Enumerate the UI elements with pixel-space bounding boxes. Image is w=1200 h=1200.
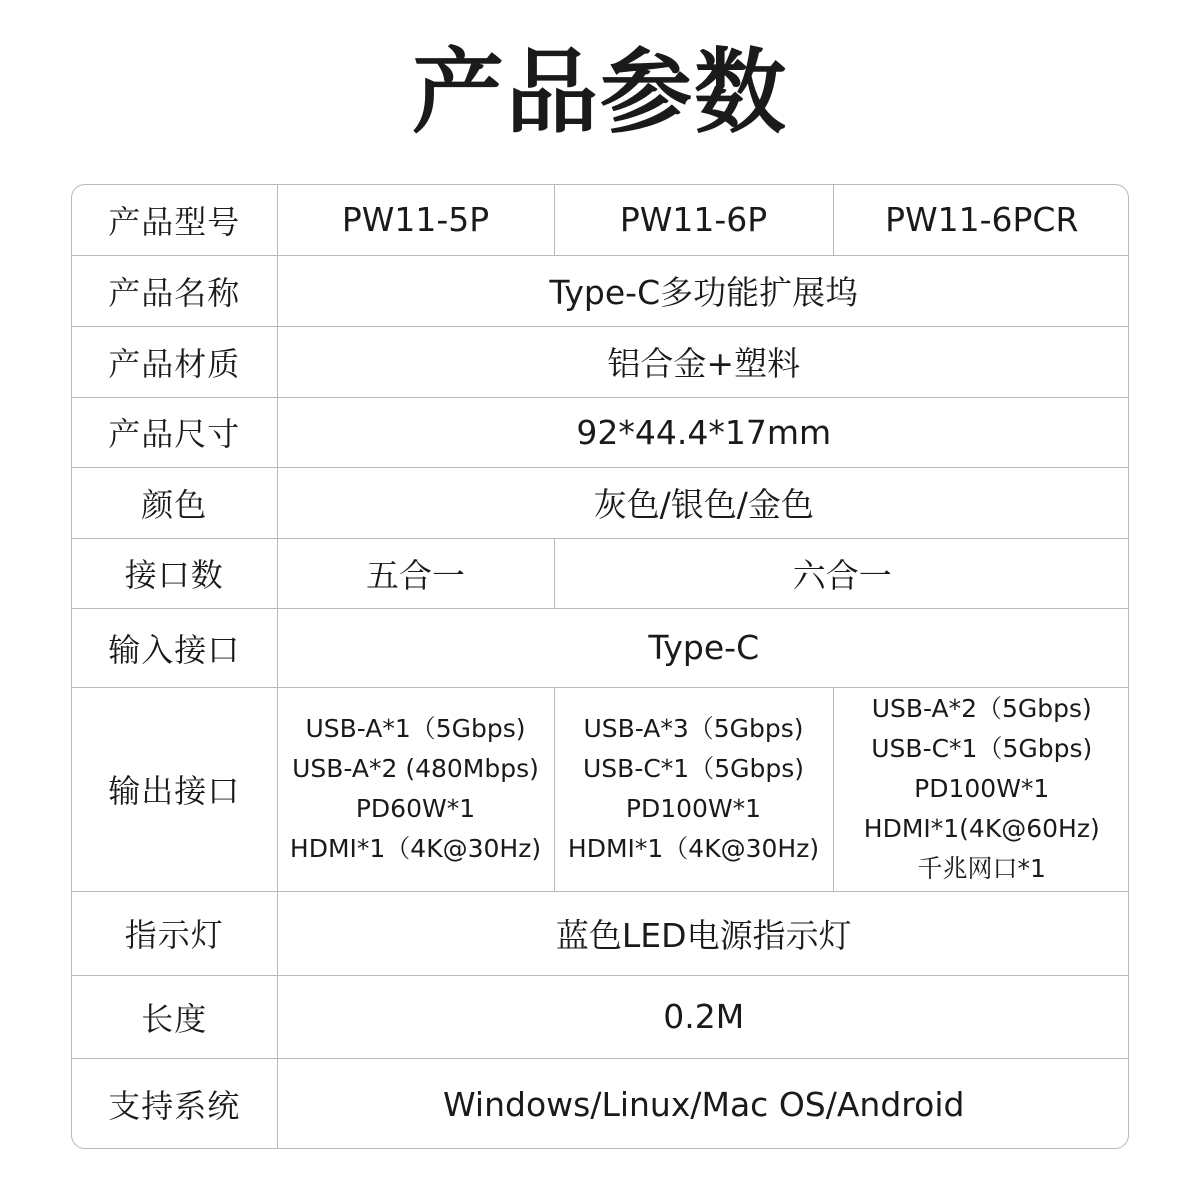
label-name: 产品名称 bbox=[72, 255, 277, 326]
value-ports-5in1: 五合一 bbox=[277, 538, 554, 608]
label-material: 产品材质 bbox=[72, 326, 277, 397]
label-output: 输出接口 bbox=[72, 687, 277, 891]
row-color bbox=[72, 467, 1129, 538]
output-line: HDMI*1（4K@30Hz) bbox=[289, 834, 542, 863]
output-line: USB-C*1（5Gbps) bbox=[583, 754, 804, 783]
output-pw11-5p bbox=[277, 687, 554, 891]
row-material bbox=[72, 326, 1129, 397]
row-name bbox=[72, 255, 1129, 326]
output-pw11-6pcr bbox=[833, 687, 1129, 891]
label-input: 输入接口 bbox=[72, 608, 277, 687]
page-title: 产品参数 bbox=[411, 39, 788, 146]
value-length: 0.2M bbox=[277, 975, 1129, 1058]
label-size: 产品尺寸 bbox=[72, 397, 277, 467]
label-indicator: 指示灯 bbox=[72, 891, 277, 975]
row-size bbox=[72, 397, 1129, 467]
output-line: USB-A*2 (480Mbps) bbox=[292, 754, 539, 783]
label-system: 支持系统 bbox=[72, 1058, 277, 1149]
value-input: Type-C bbox=[277, 608, 1129, 687]
value-system: Windows/Linux/Mac OS/Android bbox=[277, 1058, 1129, 1149]
row-length bbox=[72, 975, 1129, 1058]
output-line: 千兆网口*1 bbox=[917, 854, 1046, 883]
label-ports: 接口数 bbox=[72, 538, 277, 608]
output-line: HDMI*1(4K@60Hz) bbox=[863, 814, 1100, 843]
label-length: 长度 bbox=[72, 975, 277, 1058]
output-line: USB-A*2（5Gbps) bbox=[871, 694, 1092, 723]
label-color: 颜色 bbox=[72, 467, 277, 538]
label-model: 产品型号 bbox=[72, 185, 277, 255]
output-line: PD100W*1 bbox=[914, 774, 1050, 803]
model-pw11-5p: PW11-5P bbox=[277, 185, 554, 255]
value-size: 92*44.4*17mm bbox=[277, 397, 1129, 467]
output-line: USB-C*1（5Gbps) bbox=[871, 734, 1093, 763]
row-system bbox=[72, 1058, 1129, 1149]
output-line: USB-A*3（5Gbps) bbox=[583, 714, 804, 743]
output-line: PD100W*1 bbox=[625, 794, 762, 823]
value-color: 灰色/银色/金色 bbox=[277, 467, 1129, 538]
row-output bbox=[72, 687, 1129, 891]
row-ports bbox=[72, 538, 1129, 608]
output-line: PD60W*1 bbox=[355, 794, 476, 823]
output-line: HDMI*1（4K@30Hz) bbox=[567, 834, 820, 863]
row-model bbox=[72, 185, 1129, 255]
value-name: Type-C多功能扩展坞 bbox=[277, 255, 1129, 326]
value-indicator: 蓝色LED电源指示灯 bbox=[277, 891, 1129, 975]
row-indicator bbox=[72, 891, 1129, 975]
model-pw11-6p: PW11-6P bbox=[554, 185, 833, 255]
output-line: USB-A*1（5Gbps) bbox=[305, 714, 526, 743]
output-pw11-6p bbox=[554, 687, 833, 891]
spec-table bbox=[71, 184, 1129, 1149]
row-input bbox=[72, 608, 1129, 687]
model-pw11-6pcr: PW11-6PCR bbox=[833, 185, 1129, 255]
value-material: 铝合金+塑料 bbox=[277, 326, 1129, 397]
value-ports-6in1: 六合一 bbox=[554, 538, 1129, 608]
